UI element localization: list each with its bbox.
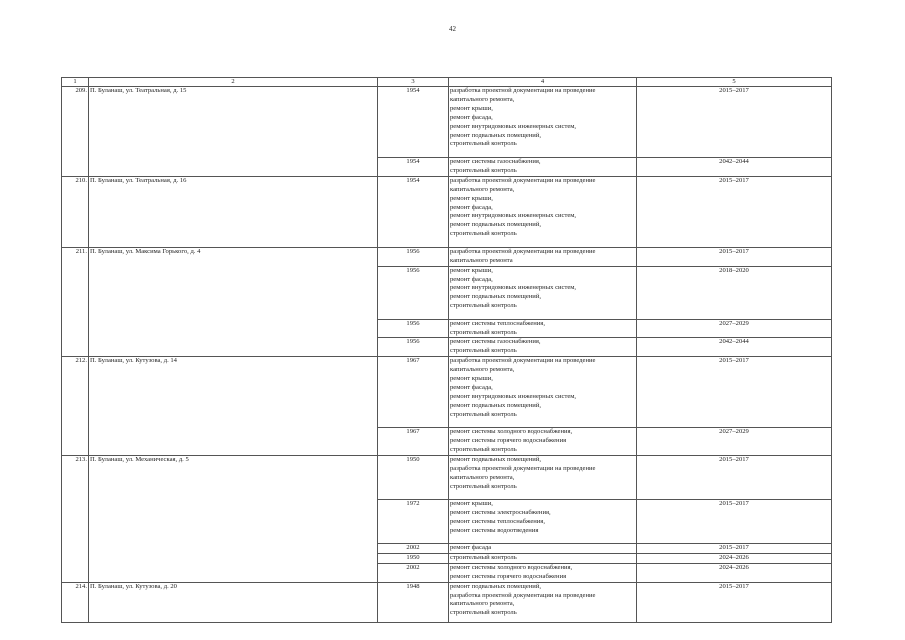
year-cell: 1956 [378, 338, 449, 357]
work-item: разработка проектной документации на проведение [450, 464, 596, 472]
column-number: 5 [637, 78, 832, 87]
work-types-cell [449, 357, 637, 428]
period-cell: 2015–2017 [637, 247, 832, 266]
work-types-cell [449, 176, 637, 247]
work-item: строительный контроль [450, 446, 517, 454]
year-cell: 1954 [378, 87, 449, 158]
table-row [62, 247, 832, 266]
year-cell: 1950 [378, 455, 449, 499]
period-cell: 2042–2044 [637, 158, 832, 177]
work-types-cell [449, 582, 637, 622]
year-cell: 1948 [378, 582, 449, 622]
work-item: ремонт крыши, [450, 104, 493, 112]
period-cell: 2024–2026 [637, 563, 832, 582]
work-item: ремонт фасада, [450, 113, 493, 121]
page-number: 42 [449, 25, 456, 33]
work-item: ремонт крыши, [450, 194, 493, 202]
work-types-cell [449, 247, 637, 266]
work-item: строительный контроль [450, 166, 517, 174]
entry-number: 210. [62, 176, 89, 247]
year-cell: 2002 [378, 543, 449, 553]
year-cell: 1967 [378, 428, 449, 456]
work-item: ремонт системы горячего водоснабжения [450, 437, 567, 445]
table-row [62, 357, 832, 428]
work-item: ремонт системы газоснабжения, [450, 158, 541, 165]
work-item: ремонт внутридомовых инженерных систем, [450, 122, 577, 130]
work-item: ремонт системы электроснабжения, [450, 508, 551, 516]
work-item: разработка проектной документации на проведение [450, 591, 596, 599]
table-row [62, 455, 832, 499]
work-item: разработка проектной документации на проведение [450, 357, 596, 365]
work-item: строительный контроль [450, 140, 517, 148]
period-cell: 2015–2017 [637, 582, 832, 622]
year-cell: 1954 [378, 176, 449, 247]
work-item: ремонт подвальных помещений, [450, 455, 541, 463]
period-cell: 2015–2017 [637, 543, 832, 553]
table-row [62, 176, 832, 247]
year-cell: 1956 [378, 319, 449, 338]
column-number: 3 [378, 78, 449, 87]
work-item: разработка проектной документации на проведение [450, 247, 596, 255]
work-item: строительный контроль [450, 302, 517, 310]
work-item: капитального ремонта, [450, 95, 515, 103]
entry-number: 213. [62, 455, 89, 582]
period-cell: 2015–2017 [637, 176, 832, 247]
work-item: строительный контроль [450, 410, 517, 418]
work-item: ремонт внутридомовых инженерных систем, [450, 212, 577, 220]
building-address: П. Буланаш, ул. Театральная, д. 16 [89, 176, 378, 247]
period-cell: 2027–2029 [637, 428, 832, 456]
work-item: ремонт системы теплоснабжения, [450, 319, 545, 327]
work-item: ремонт фасада, [450, 275, 493, 283]
column-number: 4 [449, 78, 637, 87]
work-item: капитального ремонта [450, 256, 513, 264]
work-item: ремонт системы газоснабжения, [450, 338, 541, 346]
year-cell: 1950 [378, 553, 449, 563]
work-types-cell [449, 563, 637, 582]
work-item: ремонт крыши, [450, 266, 493, 274]
work-item: ремонт крыши, [450, 375, 493, 383]
building-address: П. Буланаш, ул. Кутузова, д. 14 [89, 357, 378, 456]
work-item: ремонт крыши, [450, 499, 493, 507]
work-types-cell [449, 553, 637, 563]
period-cell: 2015–2017 [637, 499, 832, 543]
work-item: ремонт системы теплоснабжения, [450, 517, 545, 525]
period-cell: 2015–2017 [637, 455, 832, 499]
building-address: П. Буланаш, ул. Максима Горького, д. 4 [89, 247, 378, 356]
building-address: П. Буланаш, ул. Кутузова, д. 20 [89, 582, 378, 622]
year-cell: 1956 [378, 266, 449, 319]
work-types-cell [449, 266, 637, 319]
work-item: ремонт системы холодного водоснабжения, [450, 428, 573, 436]
work-item: ремонт системы горячего водоснабжения [450, 572, 567, 580]
work-types-cell [449, 455, 637, 499]
work-item: строительный контроль [450, 230, 517, 238]
work-item: разработка проектной документации на проведение [450, 176, 596, 184]
building-address: П. Буланаш, ул. Механическая, д. 5 [89, 455, 378, 582]
work-types-cell [449, 158, 637, 177]
entry-number: 209. [62, 87, 89, 177]
work-item: ремонт внутридомовых инженерных систем, [450, 284, 577, 292]
work-item: ремонт системы холодного водоснабжения, [450, 563, 573, 571]
work-item: капитального ремонта, [450, 185, 515, 193]
work-types-cell [449, 543, 637, 553]
work-item: разработка проектной документации на проведение [450, 87, 596, 94]
column-number: 2 [89, 78, 378, 87]
entry-number: 211. [62, 247, 89, 356]
year-cell: 1972 [378, 499, 449, 543]
table-row [62, 87, 832, 158]
work-item: ремонт подвальных помещений, [450, 401, 541, 409]
period-cell: 2027–2029 [637, 319, 832, 338]
work-item: строительный контроль [450, 553, 517, 561]
work-item: капитального ремонта, [450, 473, 515, 481]
work-types-cell [449, 428, 637, 456]
work-types-cell [449, 338, 637, 357]
work-item: ремонт подвальных помещений, [450, 221, 541, 229]
work-item: ремонт внутридомовых инженерных систем, [450, 392, 577, 400]
work-item: строительный контроль [450, 482, 517, 490]
work-item: ремонт системы водоотведения [450, 526, 539, 534]
entry-number: 212. [62, 357, 89, 456]
entry-number: 214. [62, 582, 89, 622]
year-cell: 2002 [378, 563, 449, 582]
work-item: ремонт подвальных помещений, [450, 582, 541, 590]
year-cell: 1956 [378, 247, 449, 266]
work-item: ремонт фасада, [450, 203, 493, 211]
work-item: капитального ремонта, [450, 600, 515, 608]
period-cell: 2042–2044 [637, 338, 832, 357]
column-number-row [62, 78, 832, 87]
column-number: 1 [62, 78, 89, 87]
work-types-cell [449, 87, 637, 158]
period-cell: 2015–2017 [637, 87, 832, 158]
work-item: строительный контроль [450, 328, 517, 336]
work-item: ремонт фасада, [450, 383, 493, 391]
year-cell: 1967 [378, 357, 449, 428]
work-item: капитального ремонта, [450, 366, 515, 374]
repair-schedule-table [61, 77, 832, 623]
work-item: строительный контроль [450, 609, 517, 617]
work-item: ремонт фасада [450, 543, 492, 551]
work-item: строительный контроль [450, 347, 517, 355]
work-types-cell [449, 499, 637, 543]
work-types-cell [449, 319, 637, 338]
work-item: ремонт подвальных помещений, [450, 293, 541, 301]
work-item: ремонт подвальных помещений, [450, 131, 541, 139]
year-cell: 1954 [378, 158, 449, 177]
table-row [62, 582, 832, 622]
period-cell: 2018–2020 [637, 266, 832, 319]
period-cell: 2015–2017 [637, 357, 832, 428]
building-address: П. Буланаш, ул. Театральная, д. 15 [89, 87, 378, 177]
period-cell: 2024–2026 [637, 553, 832, 563]
